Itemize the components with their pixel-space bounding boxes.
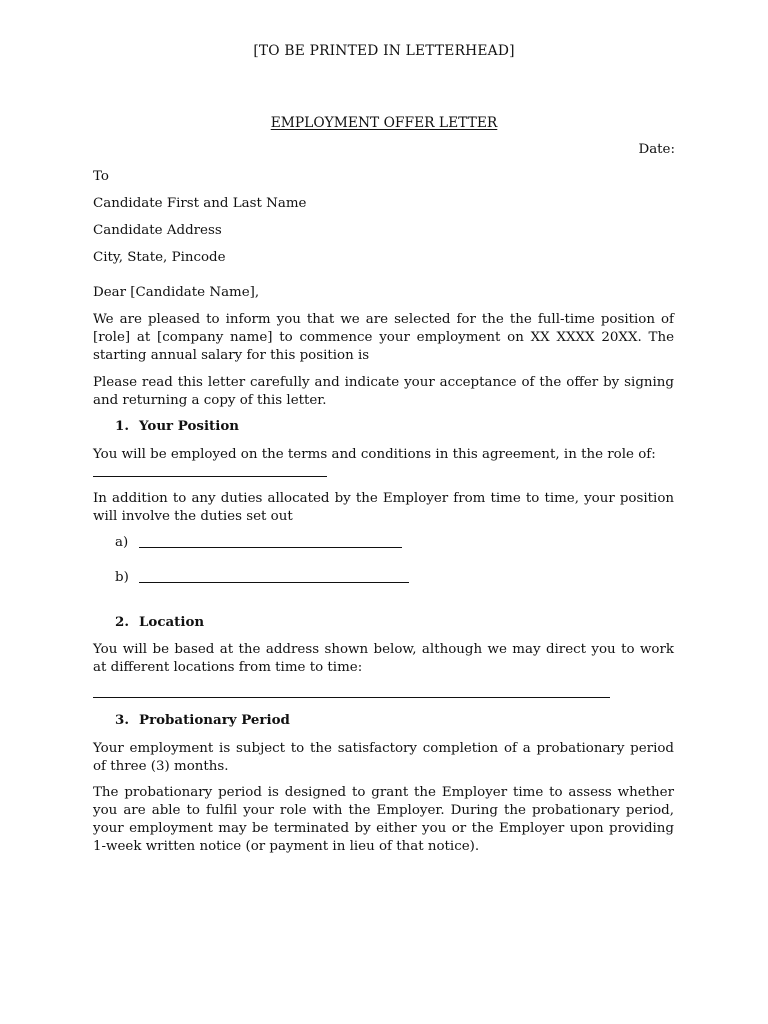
probation-paragraph-2: The probationary period is designed to grant the Employer time to assess whether you are able to fulfil your role with the Employer. During the probationary period, your employment may be terminated by either you or the Employer upon providing 1-week written notice (or payment in lieu of that notice). [93, 785, 674, 854]
section-number: 3. [115, 712, 129, 728]
intro-paragraph: We are pleased to inform you that we are selected for the the full-time position of [role] at [company name] to commence your employment on XX XXXX 20XX. The starting annual salary for this position is [93, 312, 674, 363]
date-label: Date: [638, 142, 675, 157]
read-instructions-paragraph: Please read this letter carefully and indicate your acceptance of the offer by signing and returning a copy of this letter. [93, 375, 674, 408]
section-number: 1. [115, 418, 129, 434]
section-title: Location [139, 614, 205, 630]
duty-item-a [115, 535, 139, 550]
section-title: Probationary Period [139, 712, 290, 728]
section-heading-location [115, 614, 204, 630]
address-blank-line[interactable] [93, 697, 610, 698]
recipient-name: Candidate First and Last Name [93, 196, 307, 211]
letterhead-note: [TO BE PRINTED IN LETTERHEAD] [253, 43, 515, 59]
section-heading-probation [115, 712, 290, 728]
role-blank-line[interactable] [93, 476, 327, 477]
salutation: Dear [Candidate Name], [93, 285, 260, 300]
section-heading-position [115, 418, 239, 434]
list-label: b) [115, 570, 129, 585]
document-title: EMPLOYMENT OFFER LETTER [270, 115, 498, 131]
position-paragraph: You will be employed on the terms and conditions in this agreement, in the role of: [93, 447, 656, 462]
duty-a-blank-line[interactable] [139, 547, 402, 548]
section-title: Your Position [139, 418, 239, 434]
list-label: a) [115, 535, 129, 550]
location-paragraph: You will be based at the address shown below, although we may direct you to work at different locations from time to time: [93, 642, 674, 675]
section-number: 2. [115, 614, 129, 630]
recipient-to: To [93, 169, 109, 184]
recipient-city: City, State, Pincode [93, 250, 226, 265]
duty-item-b [115, 570, 139, 585]
duties-paragraph: In addition to any duties allocated by the Employer from time to time, your position will involve the duties set out [93, 491, 674, 524]
recipient-address: Candidate Address [93, 223, 222, 238]
probation-paragraph-1: Your employment is subject to the satisfactory completion of a probationary period of three (3) months. [93, 741, 674, 774]
duty-b-blank-line[interactable] [139, 582, 409, 583]
